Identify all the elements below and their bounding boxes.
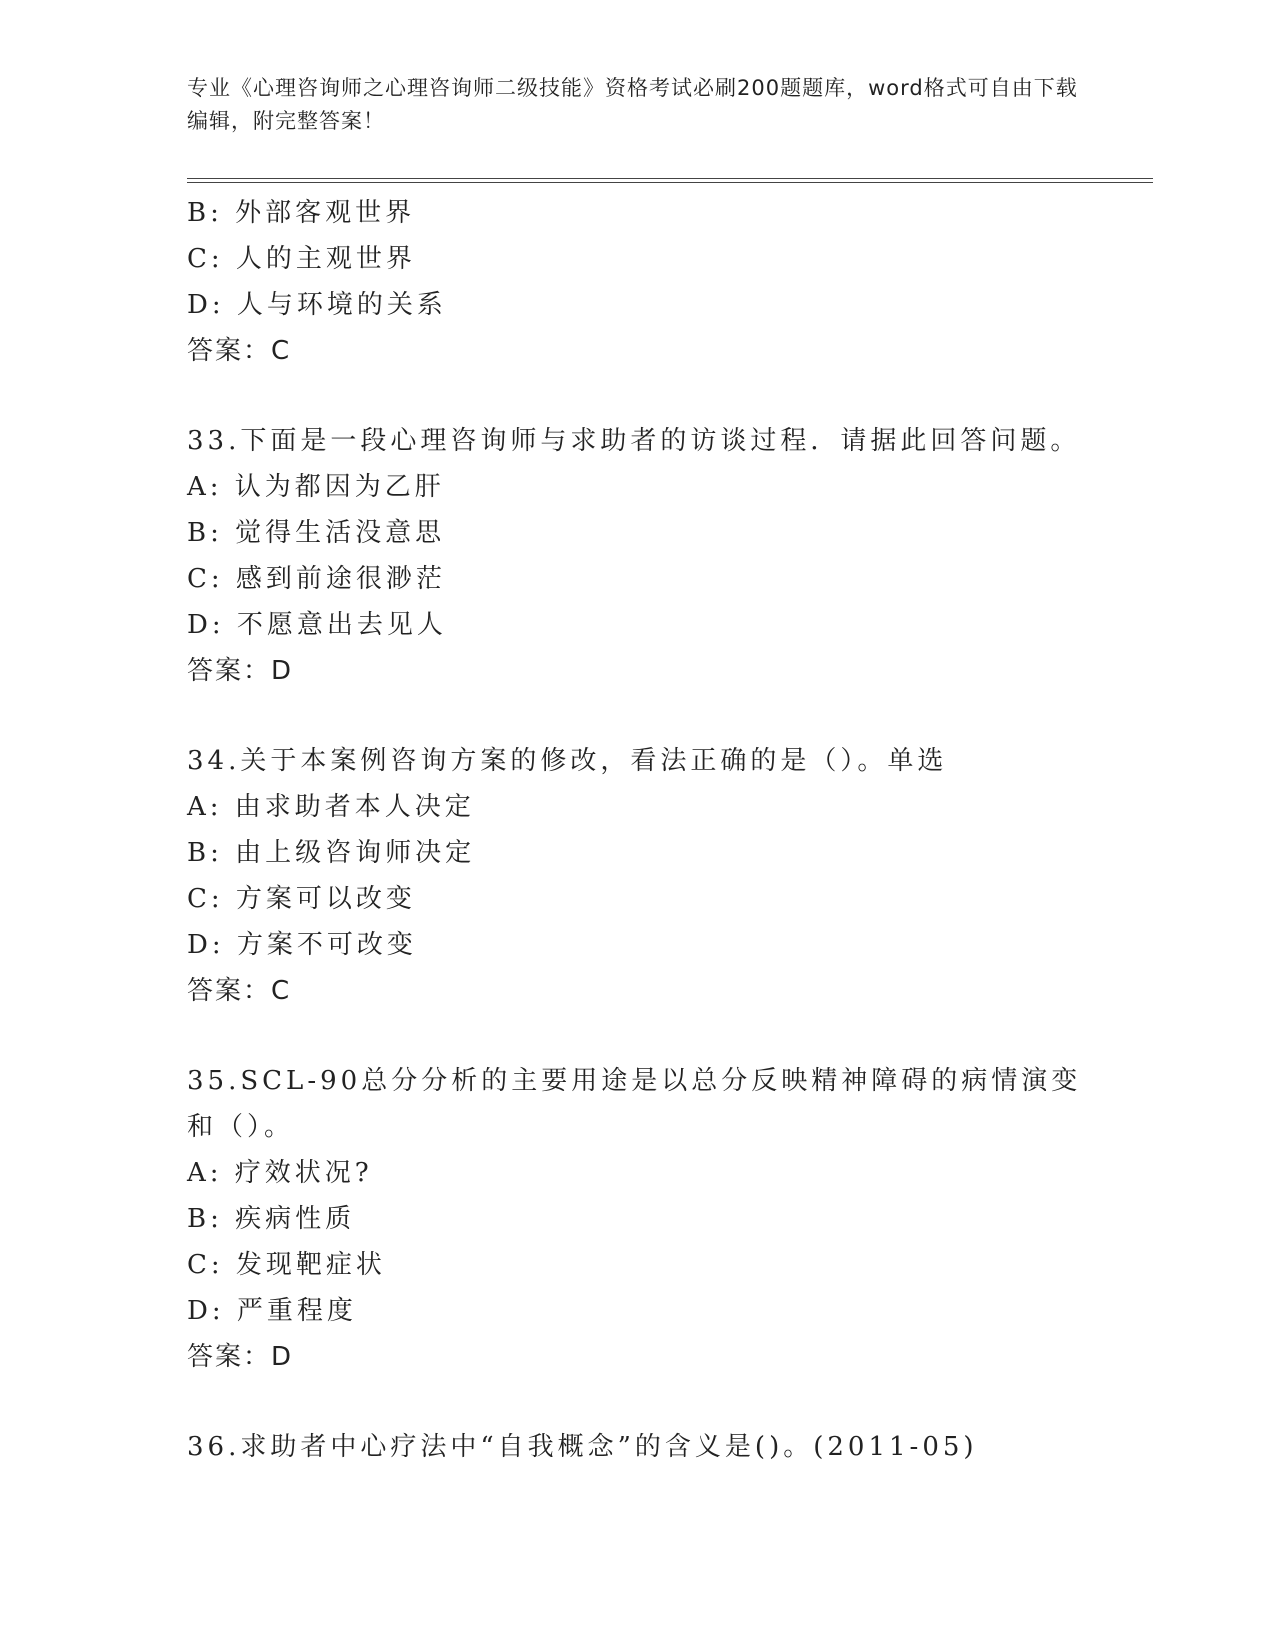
question-stem: 36.求助者中心疗法中“自我概念”的含义是()。(2011-05) [187,1432,978,1462]
question-stem: 35.SCL-90总分分析的主要用途是以总分反映精神障碍的病情演变和（）。 [187,1066,1082,1142]
document-body [187,190,1087,1470]
option-d: D: 方案不可改变 [187,930,417,960]
answer-line: 答案：C [187,976,292,1006]
option-c: C: 感到前途很渺茫 [187,564,446,594]
option-c: C: 人的主观世界 [187,244,416,274]
option-c: C: 发现靶症状 [187,1250,386,1280]
question-34 [187,738,1087,1014]
option-b: B: 觉得生活没意思 [187,518,446,548]
question-33 [187,418,1087,694]
question-36 [187,1424,1087,1470]
question-stem: 33.下面是一段心理咨询师与求助者的访谈过程．请据此回答问题。 [187,426,1081,456]
option-c: C: 方案可以改变 [187,884,416,914]
page-header: 专业《心理咨询师之心理咨询师二级技能》资格考试必刷200题题库，word格式可自由下载编辑，附完整答案！ [187,76,1078,133]
answer-line: 答案：C [187,336,292,366]
continued-question [187,190,1087,374]
option-b: B: 由上级咨询师决定 [187,838,476,868]
question-35 [187,1058,1087,1380]
answer-line: 答案：D [187,656,294,686]
option-a: A: 疗效状况? [187,1158,373,1188]
option-b: B: 外部客观世界 [187,198,416,228]
option-d: D: 人与环境的关系 [187,290,447,320]
header-divider [187,178,1153,183]
question-stem: 34.关于本案例咨询方案的修改，看法正确的是（）。单选 [187,746,948,776]
option-a: A: 认为都因为乙肝 [187,472,445,502]
option-b: B: 疾病性质 [187,1204,356,1234]
option-d: D: 不愿意出去见人 [187,610,447,640]
answer-line: 答案：D [187,1342,294,1372]
option-a: A: 由求助者本人决定 [187,792,475,822]
option-d: D: 严重程度 [187,1296,357,1326]
